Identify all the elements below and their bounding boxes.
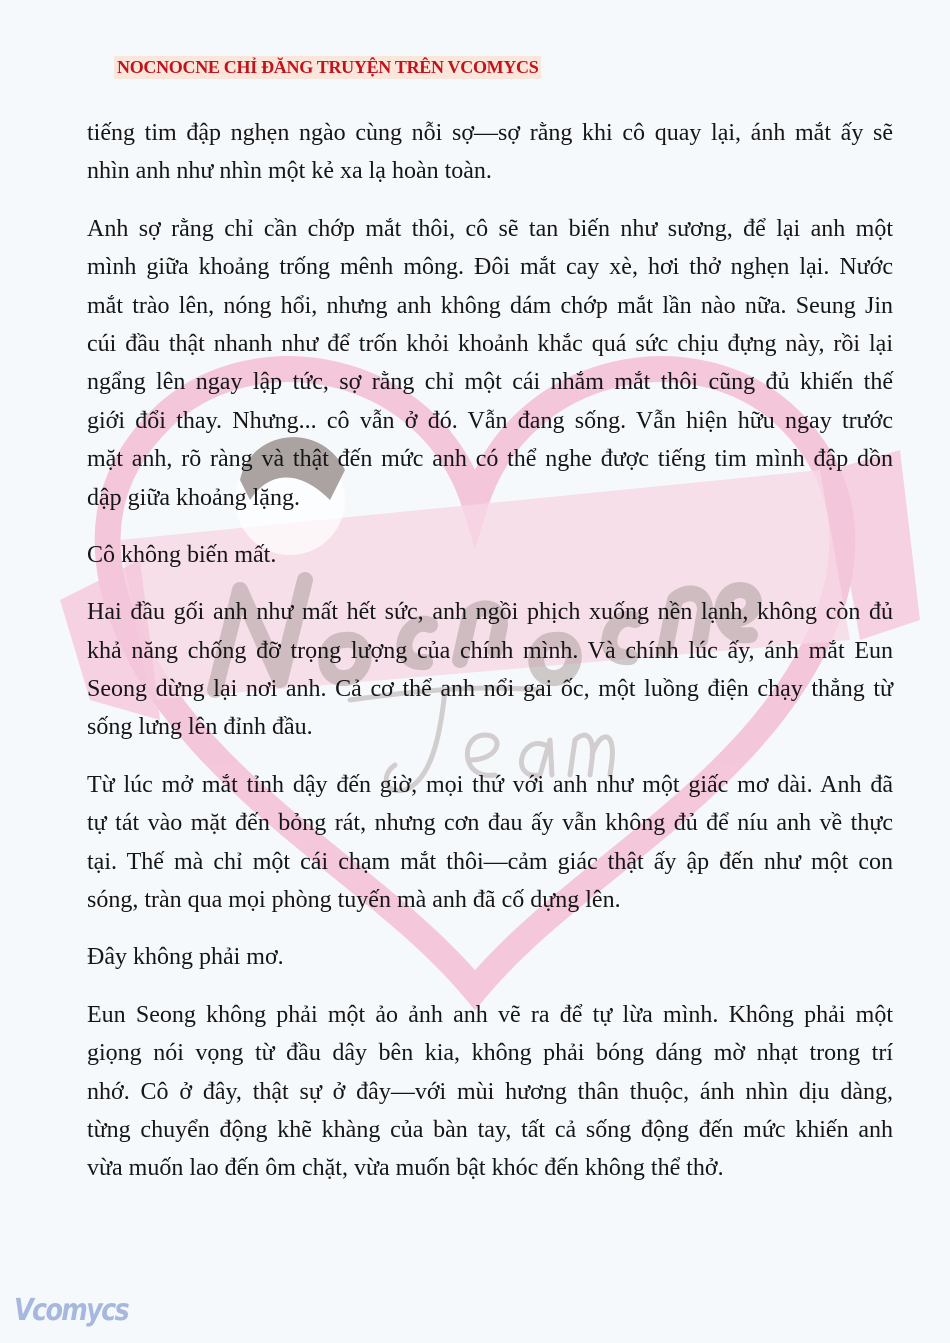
text-line: dập giữa khoảng lặng. (87, 484, 300, 511)
vcomycs-logo: Vcomycs (14, 1293, 128, 1328)
site-notice-header: NOCNOCNE CHỈ ĐĂNG TRUYỆN TRÊN VCOMYCS (114, 56, 541, 79)
paragraph (87, 210, 893, 517)
paragraph (87, 114, 893, 191)
text-line: tiếng tim đập nghẹn ngào cùng nỗi sợ—sợ rằng khi cô quay lại, ánh mắt ấy sẽ (87, 120, 893, 146)
story-text (87, 114, 893, 1207)
text-line: nhớ. Cô ở đây, thật sự ở đây—với mùi hương thân thuộc, ánh nhìn dịu dàng, (87, 1078, 893, 1105)
text-line: khả năng chống đỡ trọng lượng của chính mình. Và chính lúc ấy, ánh mắt Eun (87, 637, 893, 664)
text-line: Hai đầu gối anh như mất hết sức, anh ngồi phịch xuống nền lạnh, không còn đủ (87, 599, 893, 626)
paragraph (87, 766, 893, 920)
text-line: mắt trào lên, nóng hổi, nhưng anh không dám chớp mắt lần nào nữa. Seung Jin (87, 292, 893, 319)
text-line: Eun Seong không phải một ảo ảnh anh vẽ ra để tự lừa mình. Không phải một (87, 1001, 893, 1028)
text-line: tại. Thế mà chỉ một cái chạm mắt thôi—cảm giác thật ấy ập đến như một con (87, 848, 893, 875)
paragraph (87, 996, 893, 1188)
text-line: từng chuyển động khẽ khàng của bàn tay, tất cả sống động đến mức khiến anh (87, 1116, 893, 1143)
text-line: mặt anh, rõ ràng và thật đến mức anh có thể nghe được tiếng tim mình đập dồn (87, 446, 893, 473)
text-line: mình giữa khoảng trống mênh mông. Đôi mắt cay xè, hơi thở nghẹn lại. Nước (87, 254, 893, 281)
text-line: sóng, tràn qua mọi phòng tuyến mà anh đã cố dựng lên. (87, 887, 621, 914)
text-line: giới đổi thay. Nhưng... cô vẫn ở đó. Vẫn đang sống. Vẫn hiện hữu ngay trước (87, 407, 893, 434)
text-line: nhìn anh như nhìn một kẻ xa lạ hoàn toàn. (87, 158, 492, 185)
text-line: cúi đầu thật nhanh như để trốn khỏi khoảnh khắc quá sức chịu đựng này, rồi lại (87, 330, 893, 357)
text-line: Cô không biến mất. (87, 541, 277, 568)
text-line: Seong dừng lại nơi anh. Cả cơ thể anh nổi gai ốc, một luồng điện chạy thẳng từ (87, 676, 893, 703)
text-line: Đây không phải mơ. (87, 944, 284, 971)
text-line: Anh sợ rằng chỉ cần chớp mắt thôi, cô sẽ tan biến như sương, để lại anh một (87, 215, 893, 242)
text-line: giọng nói vọng từ đầu dây bên kia, không phải bóng dáng mờ nhạt trong trí (87, 1040, 893, 1067)
paragraph (87, 536, 893, 574)
text-line: tự tát vào mặt đến bỏng rát, nhưng cơn đau ấy vẫn không đủ để níu anh về thực (87, 810, 893, 837)
text-line: ngẩng lên ngay lập tức, sợ rằng chỉ một cái nhắm mắt thôi cũng đủ khiến thế (87, 369, 893, 396)
paragraph (87, 593, 893, 747)
text-line: Từ lúc mở mắt tỉnh dậy đến giờ, mọi thứ với anh như một giấc mơ dài. Anh đã (87, 771, 893, 798)
text-line: vừa muốn lao đến ôm chặt, vừa muốn bật khóc đến không thể thở. (87, 1155, 724, 1182)
text-line: sống lưng lên đỉnh đầu. (87, 714, 313, 741)
paragraph (87, 938, 893, 976)
